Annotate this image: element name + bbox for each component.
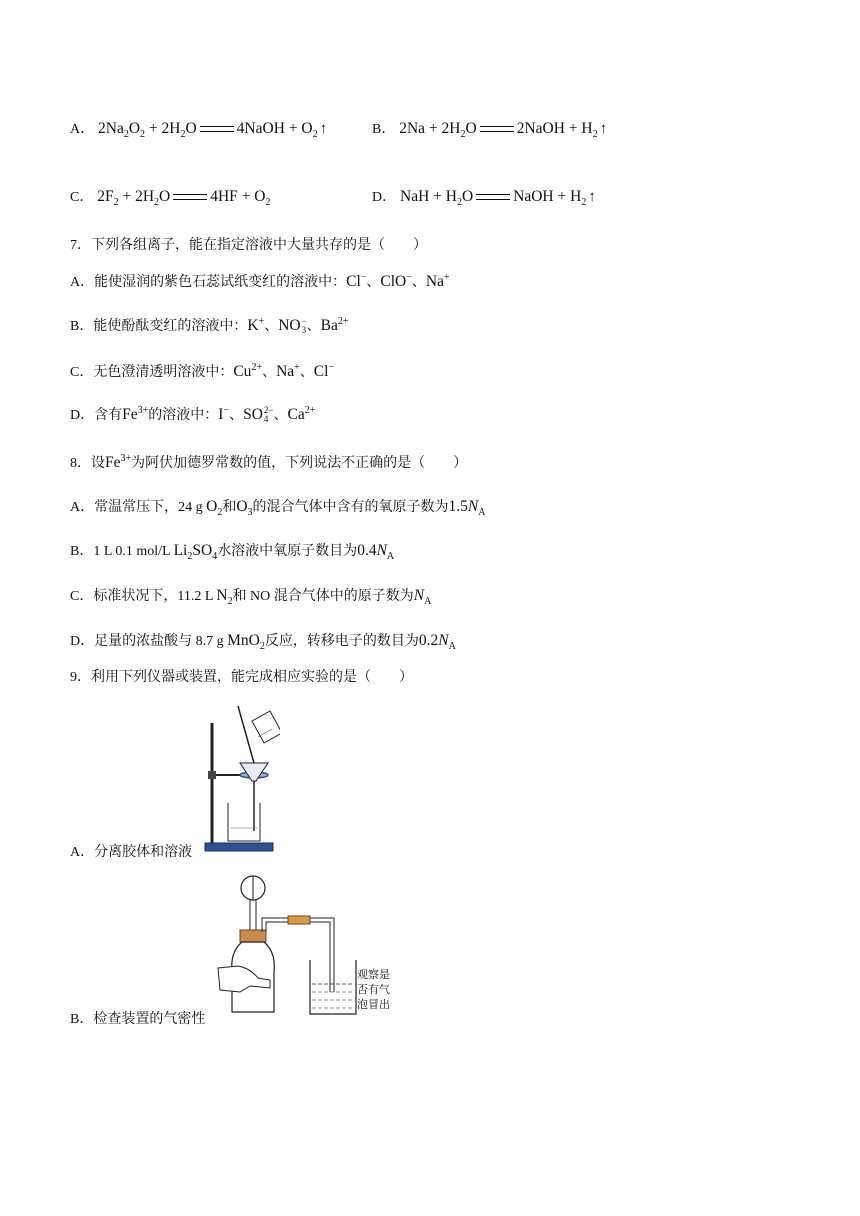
up-arrow-icon: ↑	[599, 121, 608, 137]
equals-sign	[173, 194, 207, 200]
equals-sign	[480, 126, 514, 132]
q7-option-c: C．无色澄清透明溶液中：$Cu^{2+}$、Na+、Cl−	[70, 361, 335, 380]
q6-option-b: B． $2Na + 2H_2O$ 2NaOH + $H_2$ ↑	[372, 120, 608, 141]
q9-stem: 9．利用下列仪器或装置，能完成相应实验的是（ ）	[70, 670, 413, 685]
equals-sign	[200, 126, 234, 132]
equals-sign	[476, 194, 510, 200]
up-arrow-icon: ↑	[588, 189, 596, 205]
q8-stem: 8．设$Fe^{3+}$为阿伏加德罗常数的值，下列说法不正确的是（ ）	[70, 452, 468, 471]
figure-b-caption: 观察是 否有气 泡冒出	[357, 968, 390, 1011]
q7-option-d: D．含有$Fe^{3+}$的溶液中：I−、SO 2− 4 、$Ca^{2+}$	[70, 404, 316, 425]
q6-option-d: D． NaH + $H_2O$ NaOH + $H_2$ ↑	[372, 188, 596, 209]
filtration-apparatus-figure	[200, 703, 280, 855]
q8-option-d: D．足量的浓盐酸与 8.7 g MnO$_2$反应，转移电子的数目为$0.2N_A$	[70, 632, 456, 653]
up-arrow-icon: ↑	[319, 121, 328, 137]
q8-option-a: A．常温常压下，24 g $O_2$和$O_3$的混合气体中含有的氧原子数为$1.5N_A$	[70, 498, 486, 519]
q7-stem: 7．下列各组离子，能在指定溶液中大量共存的是（ ）	[70, 238, 427, 253]
q7-option-a: A．能使湿润的紫色石蕊试纸变红的溶液中：Cl−、ClO−、Na+	[70, 271, 450, 290]
q7-option-b: B．能使酚酞变红的溶液中：K+、NO − 3 、$Ba^{2+}$	[70, 315, 349, 336]
q9-option-a: A．分离胶体和溶液	[70, 845, 193, 860]
q9-option-b: B．检查装置的气密性	[70, 1012, 206, 1027]
q6-option-a: A． $2Na_2O_2 + 2H_2O$ 4NaOH + $O_2$ ↑	[70, 120, 328, 141]
q8-option-c: C．标准状况下，11.2 L $N_2$和 NO 混合气体中的原子数为$N_A$	[70, 587, 432, 608]
q8-option-b: B．1 L 0.1 mol/L $Li_2SO_4$水溶液中氧原子数目为$0.4N_A$	[70, 542, 395, 563]
q6-option-c: C． $2F_2 + 2H_2O$ $4HF + O_2$	[70, 188, 271, 209]
